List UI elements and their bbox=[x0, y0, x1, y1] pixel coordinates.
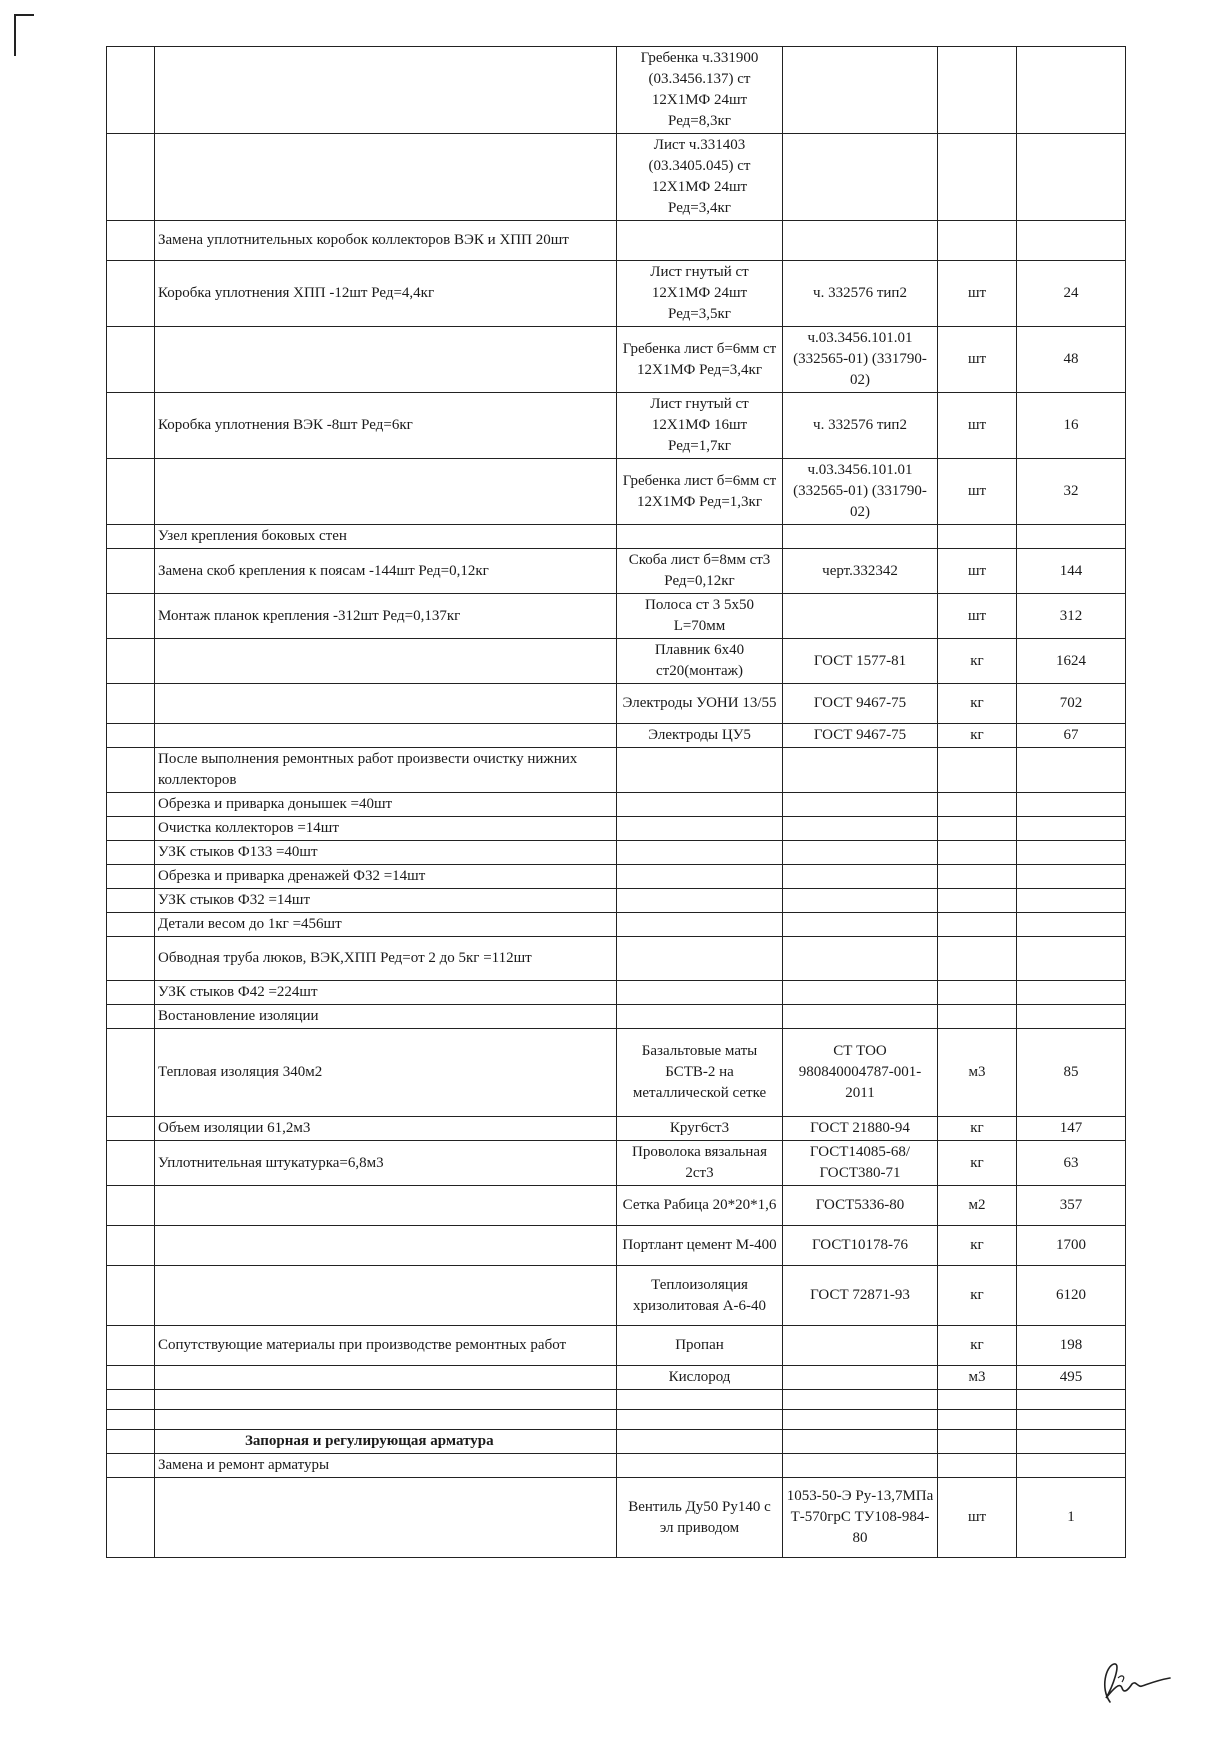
number-cell bbox=[107, 1430, 155, 1454]
number-cell bbox=[107, 1390, 155, 1410]
table-row bbox=[107, 1029, 1126, 1117]
document-cell bbox=[783, 793, 938, 817]
material-cell: Теплоизоляция хризолитовая А-6-40 bbox=[617, 1266, 783, 1326]
quantity-cell: 16 bbox=[1017, 393, 1126, 459]
unit-cell bbox=[938, 1454, 1017, 1478]
document-cell bbox=[783, 47, 938, 134]
number-cell bbox=[107, 748, 155, 793]
number-cell bbox=[107, 1029, 155, 1117]
work-cell bbox=[155, 1390, 617, 1410]
material-cell: Лист гнутый ст 12Х1МФ 16шт Ред=1,7кг bbox=[617, 393, 783, 459]
quantity-cell: 67 bbox=[1017, 724, 1126, 748]
number-cell bbox=[107, 261, 155, 327]
document-cell: ГОСТ10178-76 bbox=[783, 1226, 938, 1266]
number-cell bbox=[107, 1005, 155, 1029]
work-cell bbox=[155, 1410, 617, 1430]
unit-cell bbox=[938, 525, 1017, 549]
works-table bbox=[106, 46, 1126, 1558]
table-row bbox=[107, 261, 1126, 327]
document-cell bbox=[783, 981, 938, 1005]
document-cell bbox=[783, 1410, 938, 1430]
unit-cell: шт bbox=[938, 1478, 1017, 1558]
work-cell bbox=[155, 327, 617, 393]
table-row bbox=[107, 525, 1126, 549]
work-cell: УЗК стыков Ф133 =40шт bbox=[155, 841, 617, 865]
work-cell: УЗК стыков Ф42 =224шт bbox=[155, 981, 617, 1005]
table-row bbox=[107, 594, 1126, 639]
document-cell: ГОСТ 21880-94 bbox=[783, 1117, 938, 1141]
number-cell bbox=[107, 913, 155, 937]
quantity-cell: 63 bbox=[1017, 1141, 1126, 1186]
table-row bbox=[107, 865, 1126, 889]
material-cell bbox=[617, 748, 783, 793]
table-row bbox=[107, 459, 1126, 525]
work-cell bbox=[155, 459, 617, 525]
document-cell bbox=[783, 913, 938, 937]
quantity-cell bbox=[1017, 889, 1126, 913]
work-cell bbox=[155, 1186, 617, 1226]
quantity-cell bbox=[1017, 1410, 1126, 1430]
unit-cell bbox=[938, 793, 1017, 817]
table-row bbox=[107, 1410, 1126, 1430]
number-cell bbox=[107, 1266, 155, 1326]
table-row bbox=[107, 1117, 1126, 1141]
table-row bbox=[107, 134, 1126, 221]
unit-cell: шт bbox=[938, 594, 1017, 639]
material-cell: Портлант цемент М-400 bbox=[617, 1226, 783, 1266]
work-cell: Коробка уплотнения ХПП -12шт Ред=4,4кг bbox=[155, 261, 617, 327]
quantity-cell bbox=[1017, 865, 1126, 889]
signature bbox=[1092, 1658, 1172, 1708]
work-cell bbox=[155, 684, 617, 724]
unit-cell: кг bbox=[938, 1226, 1017, 1266]
document-cell bbox=[783, 1430, 938, 1454]
quantity-cell bbox=[1017, 817, 1126, 841]
number-cell bbox=[107, 1226, 155, 1266]
unit-cell: шт bbox=[938, 327, 1017, 393]
table-row bbox=[107, 937, 1126, 981]
number-cell bbox=[107, 1366, 155, 1390]
quantity-cell bbox=[1017, 47, 1126, 134]
number-cell bbox=[107, 1117, 155, 1141]
table-row bbox=[107, 793, 1126, 817]
quantity-cell: 357 bbox=[1017, 1186, 1126, 1226]
table-row bbox=[107, 889, 1126, 913]
unit-cell bbox=[938, 937, 1017, 981]
work-cell: Обрезка и приварка донышек =40шт bbox=[155, 793, 617, 817]
material-cell bbox=[617, 221, 783, 261]
document-cell: ч. 332576 тип2 bbox=[783, 393, 938, 459]
material-cell bbox=[617, 1005, 783, 1029]
number-cell bbox=[107, 47, 155, 134]
material-cell bbox=[617, 525, 783, 549]
unit-cell: кг bbox=[938, 724, 1017, 748]
unit-cell: шт bbox=[938, 393, 1017, 459]
unit-cell: кг bbox=[938, 1326, 1017, 1366]
unit-cell bbox=[938, 748, 1017, 793]
unit-cell: кг bbox=[938, 1117, 1017, 1141]
unit-cell bbox=[938, 981, 1017, 1005]
material-cell: Плавник 6х40 ст20(монтаж) bbox=[617, 639, 783, 684]
table-row bbox=[107, 817, 1126, 841]
number-cell bbox=[107, 724, 155, 748]
material-cell bbox=[617, 937, 783, 981]
work-cell: Востановление изоляции bbox=[155, 1005, 617, 1029]
quantity-cell bbox=[1017, 793, 1126, 817]
material-cell: Гребенка лист б=6мм ст 12Х1МФ Ред=3,4кг bbox=[617, 327, 783, 393]
work-cell bbox=[155, 1366, 617, 1390]
material-cell: Вентиль Ду50 Ру140 с эл приводом bbox=[617, 1478, 783, 1558]
material-cell bbox=[617, 889, 783, 913]
material-cell: Проволока вязальная 2ст3 bbox=[617, 1141, 783, 1186]
table-row bbox=[107, 724, 1126, 748]
work-cell bbox=[155, 1226, 617, 1266]
quantity-cell: 144 bbox=[1017, 549, 1126, 594]
quantity-cell: 48 bbox=[1017, 327, 1126, 393]
work-cell bbox=[155, 134, 617, 221]
unit-cell: кг bbox=[938, 684, 1017, 724]
quantity-cell bbox=[1017, 1390, 1126, 1410]
work-cell: Узел крепления боковых стен bbox=[155, 525, 617, 549]
number-cell bbox=[107, 841, 155, 865]
work-cell bbox=[155, 47, 617, 134]
quantity-cell bbox=[1017, 937, 1126, 981]
number-cell bbox=[107, 221, 155, 261]
material-cell bbox=[617, 1430, 783, 1454]
table-row bbox=[107, 1141, 1126, 1186]
material-cell: Лист ч.331403 (03.3405.045) ст 12Х1МФ 24шт Ред=3,4кг bbox=[617, 134, 783, 221]
document-cell: ГОСТ14085-68/ГОСТ380-71 bbox=[783, 1141, 938, 1186]
number-cell bbox=[107, 549, 155, 594]
unit-cell: шт bbox=[938, 261, 1017, 327]
material-cell: Скоба лист б=8мм ст3 Ред=0,12кг bbox=[617, 549, 783, 594]
work-cell: Замена и ремонт арматуры bbox=[155, 1454, 617, 1478]
document-cell: ч.03.3456.101.01 (332565-01) (331790-02) bbox=[783, 327, 938, 393]
unit-cell bbox=[938, 221, 1017, 261]
document-cell: ГОСТ 9467-75 bbox=[783, 684, 938, 724]
material-cell bbox=[617, 913, 783, 937]
document-cell bbox=[783, 889, 938, 913]
material-cell: Круг6ст3 bbox=[617, 1117, 783, 1141]
quantity-cell: 6120 bbox=[1017, 1266, 1126, 1326]
material-cell bbox=[617, 1410, 783, 1430]
work-cell: После выполнения ремонтных работ произвести очистку нижних коллекторов bbox=[155, 748, 617, 793]
number-cell bbox=[107, 1410, 155, 1430]
table-row bbox=[107, 1454, 1126, 1478]
table-row bbox=[107, 1478, 1126, 1558]
work-cell: Уплотнительная штукатурка=6,8м3 bbox=[155, 1141, 617, 1186]
work-cell: Обрезка и приварка дренажей Ф32 =14шт bbox=[155, 865, 617, 889]
unit-cell: кг bbox=[938, 639, 1017, 684]
table-row bbox=[107, 1366, 1126, 1390]
number-cell bbox=[107, 981, 155, 1005]
material-cell: Кислород bbox=[617, 1366, 783, 1390]
number-cell bbox=[107, 1454, 155, 1478]
unit-cell bbox=[938, 134, 1017, 221]
quantity-cell: 1624 bbox=[1017, 639, 1126, 684]
material-cell: Электроды ЦУ5 bbox=[617, 724, 783, 748]
unit-cell bbox=[938, 841, 1017, 865]
document-cell bbox=[783, 525, 938, 549]
unit-cell: м2 bbox=[938, 1186, 1017, 1226]
document-cell bbox=[783, 1366, 938, 1390]
number-cell bbox=[107, 594, 155, 639]
table-body bbox=[107, 47, 1126, 1558]
table-row bbox=[107, 913, 1126, 937]
document-cell: 1053-50-Э Ру-13,7МПа Т-570грС ТУ108-984-80 bbox=[783, 1478, 938, 1558]
document-cell bbox=[783, 841, 938, 865]
material-cell: Гребенка лист б=6мм ст 12Х1МФ Ред=1,3кг bbox=[617, 459, 783, 525]
quantity-cell bbox=[1017, 913, 1126, 937]
unit-cell bbox=[938, 1430, 1017, 1454]
quantity-cell bbox=[1017, 221, 1126, 261]
number-cell bbox=[107, 793, 155, 817]
number-cell bbox=[107, 525, 155, 549]
table-row bbox=[107, 748, 1126, 793]
work-cell bbox=[155, 1266, 617, 1326]
corner-mark bbox=[14, 14, 34, 16]
number-cell bbox=[107, 684, 155, 724]
quantity-cell: 32 bbox=[1017, 459, 1126, 525]
table-row bbox=[107, 327, 1126, 393]
document-cell: ГОСТ5336-80 bbox=[783, 1186, 938, 1226]
unit-cell bbox=[938, 1390, 1017, 1410]
material-cell bbox=[617, 1390, 783, 1410]
table-row bbox=[107, 549, 1126, 594]
number-cell bbox=[107, 1478, 155, 1558]
material-cell bbox=[617, 981, 783, 1005]
document-cell bbox=[783, 221, 938, 261]
document-cell bbox=[783, 134, 938, 221]
unit-cell bbox=[938, 47, 1017, 134]
material-cell bbox=[617, 793, 783, 817]
unit-cell bbox=[938, 817, 1017, 841]
table-row bbox=[107, 981, 1126, 1005]
document-cell: ч.03.3456.101.01 (332565-01) (331790-02) bbox=[783, 459, 938, 525]
document-cell bbox=[783, 1005, 938, 1029]
work-cell: Замена уплотнительных коробок коллекторов ВЭК и ХПП 20шт bbox=[155, 221, 617, 261]
quantity-cell bbox=[1017, 134, 1126, 221]
table-row bbox=[107, 47, 1126, 134]
quantity-cell: 85 bbox=[1017, 1029, 1126, 1117]
number-cell bbox=[107, 459, 155, 525]
number-cell bbox=[107, 327, 155, 393]
table-row bbox=[107, 1266, 1126, 1326]
document-cell: ГОСТ 9467-75 bbox=[783, 724, 938, 748]
material-cell: Сетка Рабица 20*20*1,6 bbox=[617, 1186, 783, 1226]
quantity-cell: 1 bbox=[1017, 1478, 1126, 1558]
unit-cell: шт bbox=[938, 549, 1017, 594]
material-cell bbox=[617, 1454, 783, 1478]
quantity-cell: 312 bbox=[1017, 594, 1126, 639]
quantity-cell: 495 bbox=[1017, 1366, 1126, 1390]
quantity-cell bbox=[1017, 1005, 1126, 1029]
unit-cell bbox=[938, 865, 1017, 889]
material-cell: Полоса ст 3 5х50 L=70мм bbox=[617, 594, 783, 639]
unit-cell: м3 bbox=[938, 1366, 1017, 1390]
material-cell: Гребенка ч.331900 (03.3456.137) ст 12Х1МФ 24шт Ред=8,3кг bbox=[617, 47, 783, 134]
unit-cell: шт bbox=[938, 459, 1017, 525]
material-cell bbox=[617, 865, 783, 889]
work-cell bbox=[155, 1478, 617, 1558]
work-cell: Замена скоб крепления к поясам -144шт Ред=0,12кг bbox=[155, 549, 617, 594]
material-cell: Лист гнутый ст 12Х1МФ 24шт Ред=3,5кг bbox=[617, 261, 783, 327]
table-row bbox=[107, 393, 1126, 459]
work-cell: Коробка уплотнения ВЭК -8шт Ред=6кг bbox=[155, 393, 617, 459]
unit-cell bbox=[938, 889, 1017, 913]
table-row bbox=[107, 841, 1126, 865]
document-cell bbox=[783, 865, 938, 889]
material-cell bbox=[617, 841, 783, 865]
unit-cell bbox=[938, 1410, 1017, 1430]
quantity-cell bbox=[1017, 1454, 1126, 1478]
work-cell: Обводная труба люков, ВЭК,ХПП Ред=от 2 до 5кг =112шт bbox=[155, 937, 617, 981]
work-cell bbox=[155, 724, 617, 748]
work-cell: Тепловая изоляция 340м2 bbox=[155, 1029, 617, 1117]
quantity-cell: 147 bbox=[1017, 1117, 1126, 1141]
table-row bbox=[107, 221, 1126, 261]
number-cell bbox=[107, 1141, 155, 1186]
material-cell: Электроды УОНИ 13/55 bbox=[617, 684, 783, 724]
work-cell: Объем изоляции 61,2м3 bbox=[155, 1117, 617, 1141]
table-row bbox=[107, 1226, 1126, 1266]
table-row bbox=[107, 639, 1126, 684]
material-cell: Базальтовые маты БСТВ-2 на металлической сетке bbox=[617, 1029, 783, 1117]
quantity-cell bbox=[1017, 525, 1126, 549]
unit-cell bbox=[938, 913, 1017, 937]
quantity-cell bbox=[1017, 981, 1126, 1005]
document-cell bbox=[783, 594, 938, 639]
table-row bbox=[107, 1390, 1126, 1410]
document-cell bbox=[783, 817, 938, 841]
quantity-cell bbox=[1017, 1430, 1126, 1454]
material-cell bbox=[617, 817, 783, 841]
unit-cell bbox=[938, 1005, 1017, 1029]
quantity-cell bbox=[1017, 841, 1126, 865]
document-cell bbox=[783, 1326, 938, 1366]
table-row bbox=[107, 1326, 1126, 1366]
document-cell: ч. 332576 тип2 bbox=[783, 261, 938, 327]
number-cell bbox=[107, 889, 155, 913]
number-cell bbox=[107, 817, 155, 841]
table-row bbox=[107, 684, 1126, 724]
document-cell bbox=[783, 1454, 938, 1478]
work-cell: Монтаж планок крепления -312шт Ред=0,137кг bbox=[155, 594, 617, 639]
quantity-cell: 1700 bbox=[1017, 1226, 1126, 1266]
work-cell: Запорная и регулирующая арматура bbox=[155, 1430, 617, 1454]
number-cell bbox=[107, 937, 155, 981]
table-row bbox=[107, 1186, 1126, 1226]
unit-cell: кг bbox=[938, 1266, 1017, 1326]
table-row bbox=[107, 1430, 1126, 1454]
number-cell bbox=[107, 134, 155, 221]
document-cell: ГОСТ 72871-93 bbox=[783, 1266, 938, 1326]
margin-line bbox=[14, 16, 16, 56]
unit-cell: кг bbox=[938, 1141, 1017, 1186]
number-cell bbox=[107, 393, 155, 459]
number-cell bbox=[107, 1326, 155, 1366]
work-cell bbox=[155, 639, 617, 684]
unit-cell: м3 bbox=[938, 1029, 1017, 1117]
document-cell: СТ ТОО 980840004787-001-2011 bbox=[783, 1029, 938, 1117]
document-cell: ГОСТ 1577-81 bbox=[783, 639, 938, 684]
document-cell bbox=[783, 748, 938, 793]
work-cell: Очистка коллекторов =14шт bbox=[155, 817, 617, 841]
work-cell: УЗК стыков Ф32 =14шт bbox=[155, 889, 617, 913]
work-cell: Сопутствующие материалы при производстве ремонтных работ bbox=[155, 1326, 617, 1366]
number-cell bbox=[107, 1186, 155, 1226]
quantity-cell: 198 bbox=[1017, 1326, 1126, 1366]
number-cell bbox=[107, 865, 155, 889]
material-cell: Пропан bbox=[617, 1326, 783, 1366]
quantity-cell: 702 bbox=[1017, 684, 1126, 724]
number-cell bbox=[107, 639, 155, 684]
document-cell: черт.332342 bbox=[783, 549, 938, 594]
quantity-cell bbox=[1017, 748, 1126, 793]
table-row bbox=[107, 1005, 1126, 1029]
quantity-cell: 24 bbox=[1017, 261, 1126, 327]
document-cell bbox=[783, 937, 938, 981]
document-cell bbox=[783, 1390, 938, 1410]
work-cell: Детали весом до 1кг =456шт bbox=[155, 913, 617, 937]
